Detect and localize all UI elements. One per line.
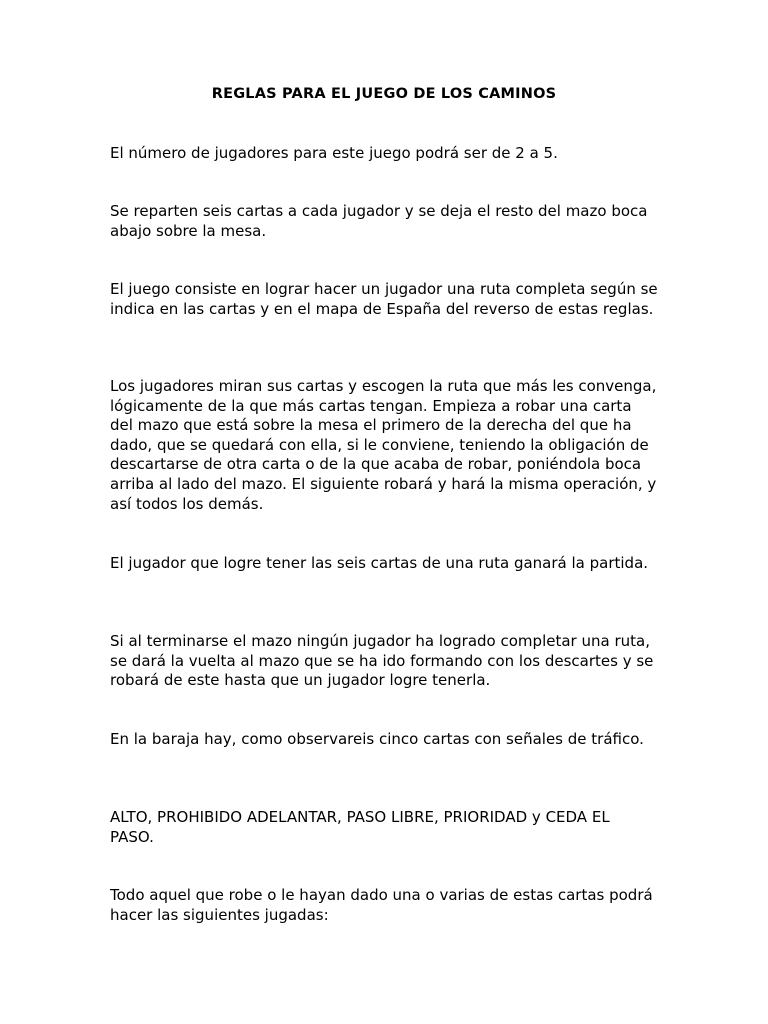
paragraph-signal-names: ALTO, PROHIBIDO ADELANTAR, PASO LIBRE, PRIORIDAD y CEDA EL PASO. bbox=[110, 808, 610, 846]
paragraph-deal: Se reparten seis cartas a cada jugador y se deja el resto del mazo boca abajo sobre la mesa. bbox=[110, 202, 648, 240]
paragraph-traffic-cards: En la baraja hay, como observareis cinco cartas con señales de tráfico. bbox=[110, 730, 644, 748]
document-title: REGLAS PARA EL JUEGO DE LOS CAMINOS bbox=[211, 86, 557, 102]
paragraph-turns: Los jugadores miran sus cartas y escogen la ruta que más les convenga, lógicamente de la que más cartas tengan. Empieza a robar una carta del mazo que está sobre la mesa el primero de la derecha del que ha dado, que se quedará con ella, si le conviene, teniendo la obligación de descartarse de otra carta o de la que acaba de robar, poniéndola boca arriba al lado del mazo. El siguiente robará y hará la misma operación, y así todos los demás. bbox=[110, 377, 657, 513]
paragraph-reshuffle: Si al terminarse el mazo ningún jugador ha logrado completar una ruta, se dará la vuelta al mazo que se ha ido formando con los descartes y se robará de este hasta que un jugador logre tenerla. bbox=[110, 632, 654, 690]
paragraph-winner: El jugador que logre tener las seis cartas de una ruta ganará la partida. bbox=[110, 554, 649, 572]
paragraph-plays: Todo aquel que robe o le hayan dado una o varias de estas cartas podrá hacer las siguientes jugadas: bbox=[110, 886, 653, 924]
paragraph-objective: El juego consiste en lograr hacer un jugador una ruta completa según se indica en las cartas y en el mapa de España del reverso de estas reglas. bbox=[110, 280, 658, 318]
paragraph-players: El número de jugadores para este juego podrá ser de 2 a 5. bbox=[110, 144, 558, 162]
